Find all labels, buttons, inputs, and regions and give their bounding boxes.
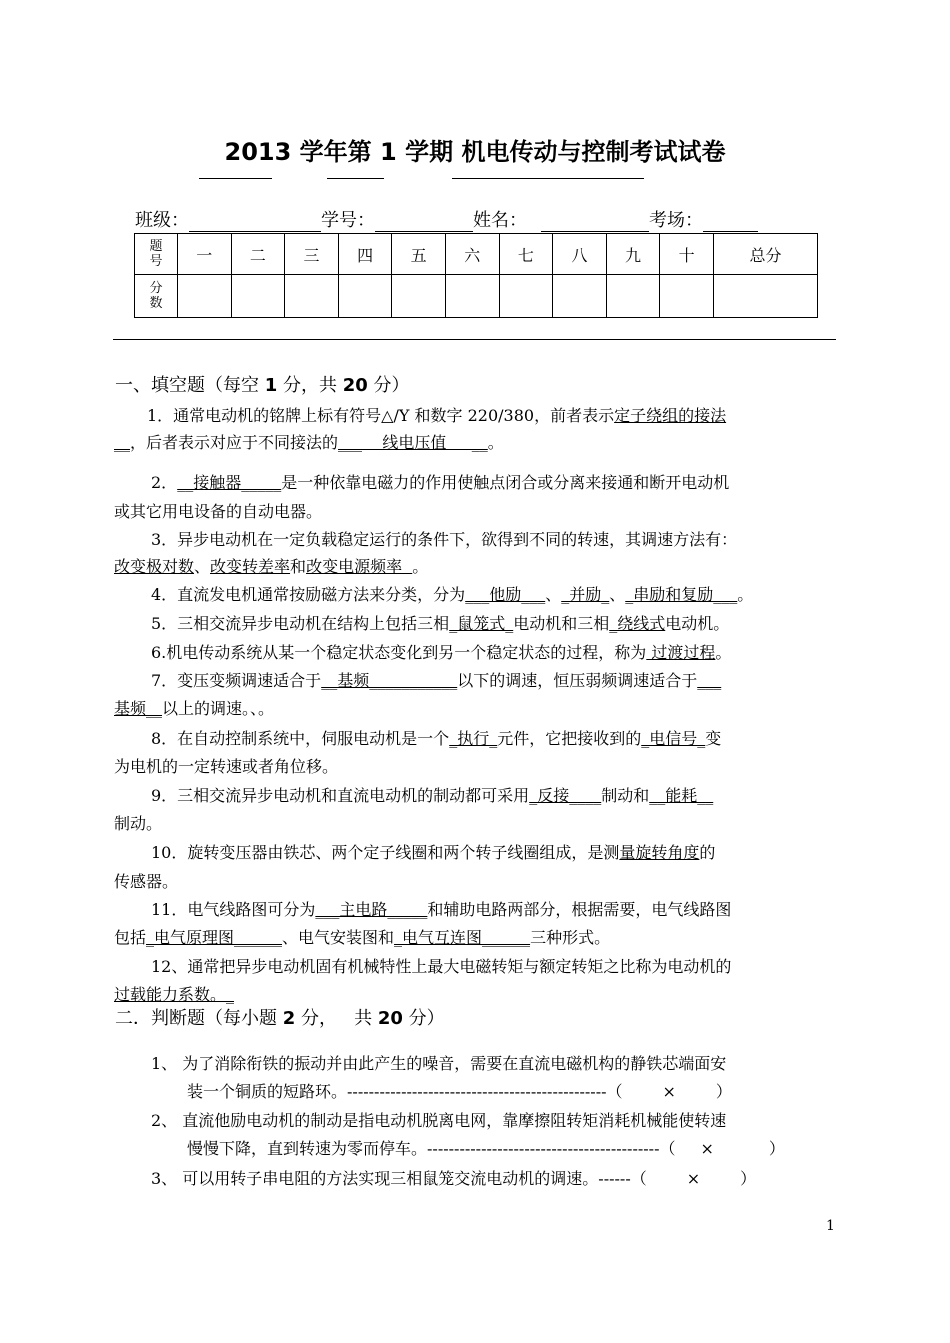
name-label: 姓名： [473,210,527,231]
question-text: 制动。 [114,814,163,833]
class-label: 班级： [135,210,189,231]
question-text: 5．三相交流异步电动机在结构上包括三相_鼠笼式_电动机和三相_绕线式电动机。 [151,614,730,633]
score-cell[interactable] [499,275,553,318]
question-text: 基频__以上的调速。、。 [114,699,275,718]
answer: ___ [697,671,722,690]
score-col-header: 七 [499,234,553,275]
answer: __ [114,433,130,452]
score-cell[interactable] [178,275,232,318]
score-col-header: 三 [285,234,339,275]
exam-room-field[interactable] [703,211,758,232]
score-col-header: 总分 [713,234,817,275]
exam-room-label: 考场： [649,210,703,231]
score-cell[interactable] [392,275,446,318]
answer: ___ 线电压值 __ [338,433,488,452]
score-col-header: 五 [392,234,446,275]
section-heading: 二．判断题（每小题 2 分， 共 20 分） [115,1008,445,1029]
class-field[interactable] [189,211,321,232]
question-number-row [135,234,818,275]
answer: _绕线式 [609,614,666,633]
score-cell[interactable] [338,275,392,318]
score-col-header: 一 [178,234,232,275]
question-number-header: 题 号 [149,239,163,269]
score-table [134,233,818,318]
question-text: 2．__接触器_____是一种依靠电磁力的作用使触点闭合或分离来接通和断开电动机 [151,473,730,492]
name-field[interactable] [541,211,649,232]
answer: 改变转差率 [210,557,291,576]
score-col-header: 十 [660,234,714,275]
answer: 量旋转角度 [619,843,700,862]
list-item: 3、 可以用转子串电阻的方法实现三相鼠笼交流电动机的调速。------（ × ） [151,1169,757,1188]
score-row [135,275,818,318]
answer: __接触器_____ [177,473,282,492]
section-heading: 一、填空题（每空 1 分，共 20 分） [115,375,410,396]
title-underline [199,178,272,179]
score-col-header: 四 [338,234,392,275]
answer: _电气原理图______ [146,928,283,947]
page-title: 2013 学年第 1 学期 机电传动与控制考试试卷 [224,138,726,166]
answer: 改变极对数 [114,557,195,576]
student-info-row [135,206,758,232]
score-cell[interactable] [445,275,499,318]
question-text: 1．通常电动机的铭牌上标有符号△/Y 和数字 220/380，前者表示定子绕组的接法 [147,406,727,425]
answer: 改变电源频率 [306,557,413,576]
question-text [114,982,234,1005]
list-item: 慢慢下降，直到转速为零而停车。-------------------------------------------（ × ） [187,1139,785,1158]
question-text: 7．变压变频调速适合于__基频___________以下的调速，恒压弱频调速适合于___ [151,671,722,690]
question-text: 8．在自动控制系统中，伺服电动机是一个_执行_元件，它把接收到的_电信号_变 [151,729,722,748]
answer: _电气互连图______ [394,928,531,947]
answer: × [662,1082,676,1101]
question-text: 10．旋转变压器由铁芯、两个定子线圈和两个转子线圈组成，是测量旋转角度的 [151,843,716,862]
answer: _反接____ [529,786,602,805]
score-col-header: 八 [553,234,607,275]
score-cell[interactable] [606,275,660,318]
score-cell[interactable] [660,275,714,318]
score-col-header: 六 [445,234,499,275]
list-item: 2、 直流他励电动机的制动是指电动机脱离电网，靠摩擦阻转矩消耗机械能使转速 [151,1111,727,1130]
student-id-field[interactable] [375,211,473,232]
answer: × [700,1139,714,1158]
question-text: 6.机电传动系统从某一个稳定状态变化到另一个稳定状态的过程，称为 过渡过程。 [151,643,732,662]
answer: __基频___________ [321,671,458,690]
question-text: 为电机的一定转速或者角位移。 [114,757,339,776]
question-text: 4．直流发电机通常按励磁方法来分类，分为___他励___、_并励_、_串励和复励___。 [151,585,754,604]
score-cell[interactable] [713,275,817,318]
score-row-header: 分 数 [149,281,163,311]
question-text: 包括_电气原理图______、电气安装图和_电气互连图______三种形式。 [114,928,611,947]
score-cell[interactable] [285,275,339,318]
answer: _电信号_ [641,729,706,748]
answer: × [686,1169,701,1188]
question-text: 11．电气线路图可分为___主电路_____和辅助电路两部分，根据需要，电气线路图 [151,900,732,919]
answer: 定子绕组的接法 [614,406,727,425]
answer: __能耗__ [649,786,714,805]
title-underline [452,178,644,179]
answer: _执行_ [449,729,498,748]
list-item: 装一个铜质的短路环。------------------------------------------------（ × ） [187,1082,732,1101]
score-cell[interactable] [553,275,607,318]
title-underline [327,178,384,179]
answer: _串励和复励___ [625,585,738,604]
answer: ___主电路_____ [315,900,428,919]
answer: _并励_ [561,585,610,604]
score-col-header: 九 [606,234,660,275]
page-number: 1 [826,1218,835,1234]
score-col-header: 二 [231,234,285,275]
answer: 基频__ [114,699,163,718]
list-item: 1、 为了消除衔铁的振动并由此产生的噪音，需要在直流电磁机构的静铁芯端面安 [151,1054,727,1073]
question-text: 改变极对数、改变转差率和改变电源频率 。 [114,557,429,576]
answer: 过渡过程 [646,643,716,662]
question-text: 3．异步电动机在一定负载稳定运行的条件下，欲得到不同的转速，其调速方法有： [151,530,738,549]
score-cell[interactable] [231,275,285,318]
answer: ___他励___ [465,585,546,604]
question-text: __，后者表示对应于不同接法的___ 线电压值 __。 [114,433,504,452]
question-text: 传感器。 [114,872,179,891]
question-text: 12、通常把异步电动机固有机械特性上最大电磁转矩与额定转矩之比称为电动机的 [151,957,732,976]
student-id-label: 学号： [321,210,375,231]
answer: 过载能力系数。_ [114,985,235,1004]
question-text: 9．三相交流异步电动机和直流电动机的制动都可采用_反接____制动和__能耗__ [151,786,714,805]
question-text: 或其它用电设备的自动电器。 [114,502,323,521]
answer: _鼠笼式_ [449,614,514,633]
divider [113,339,836,340]
